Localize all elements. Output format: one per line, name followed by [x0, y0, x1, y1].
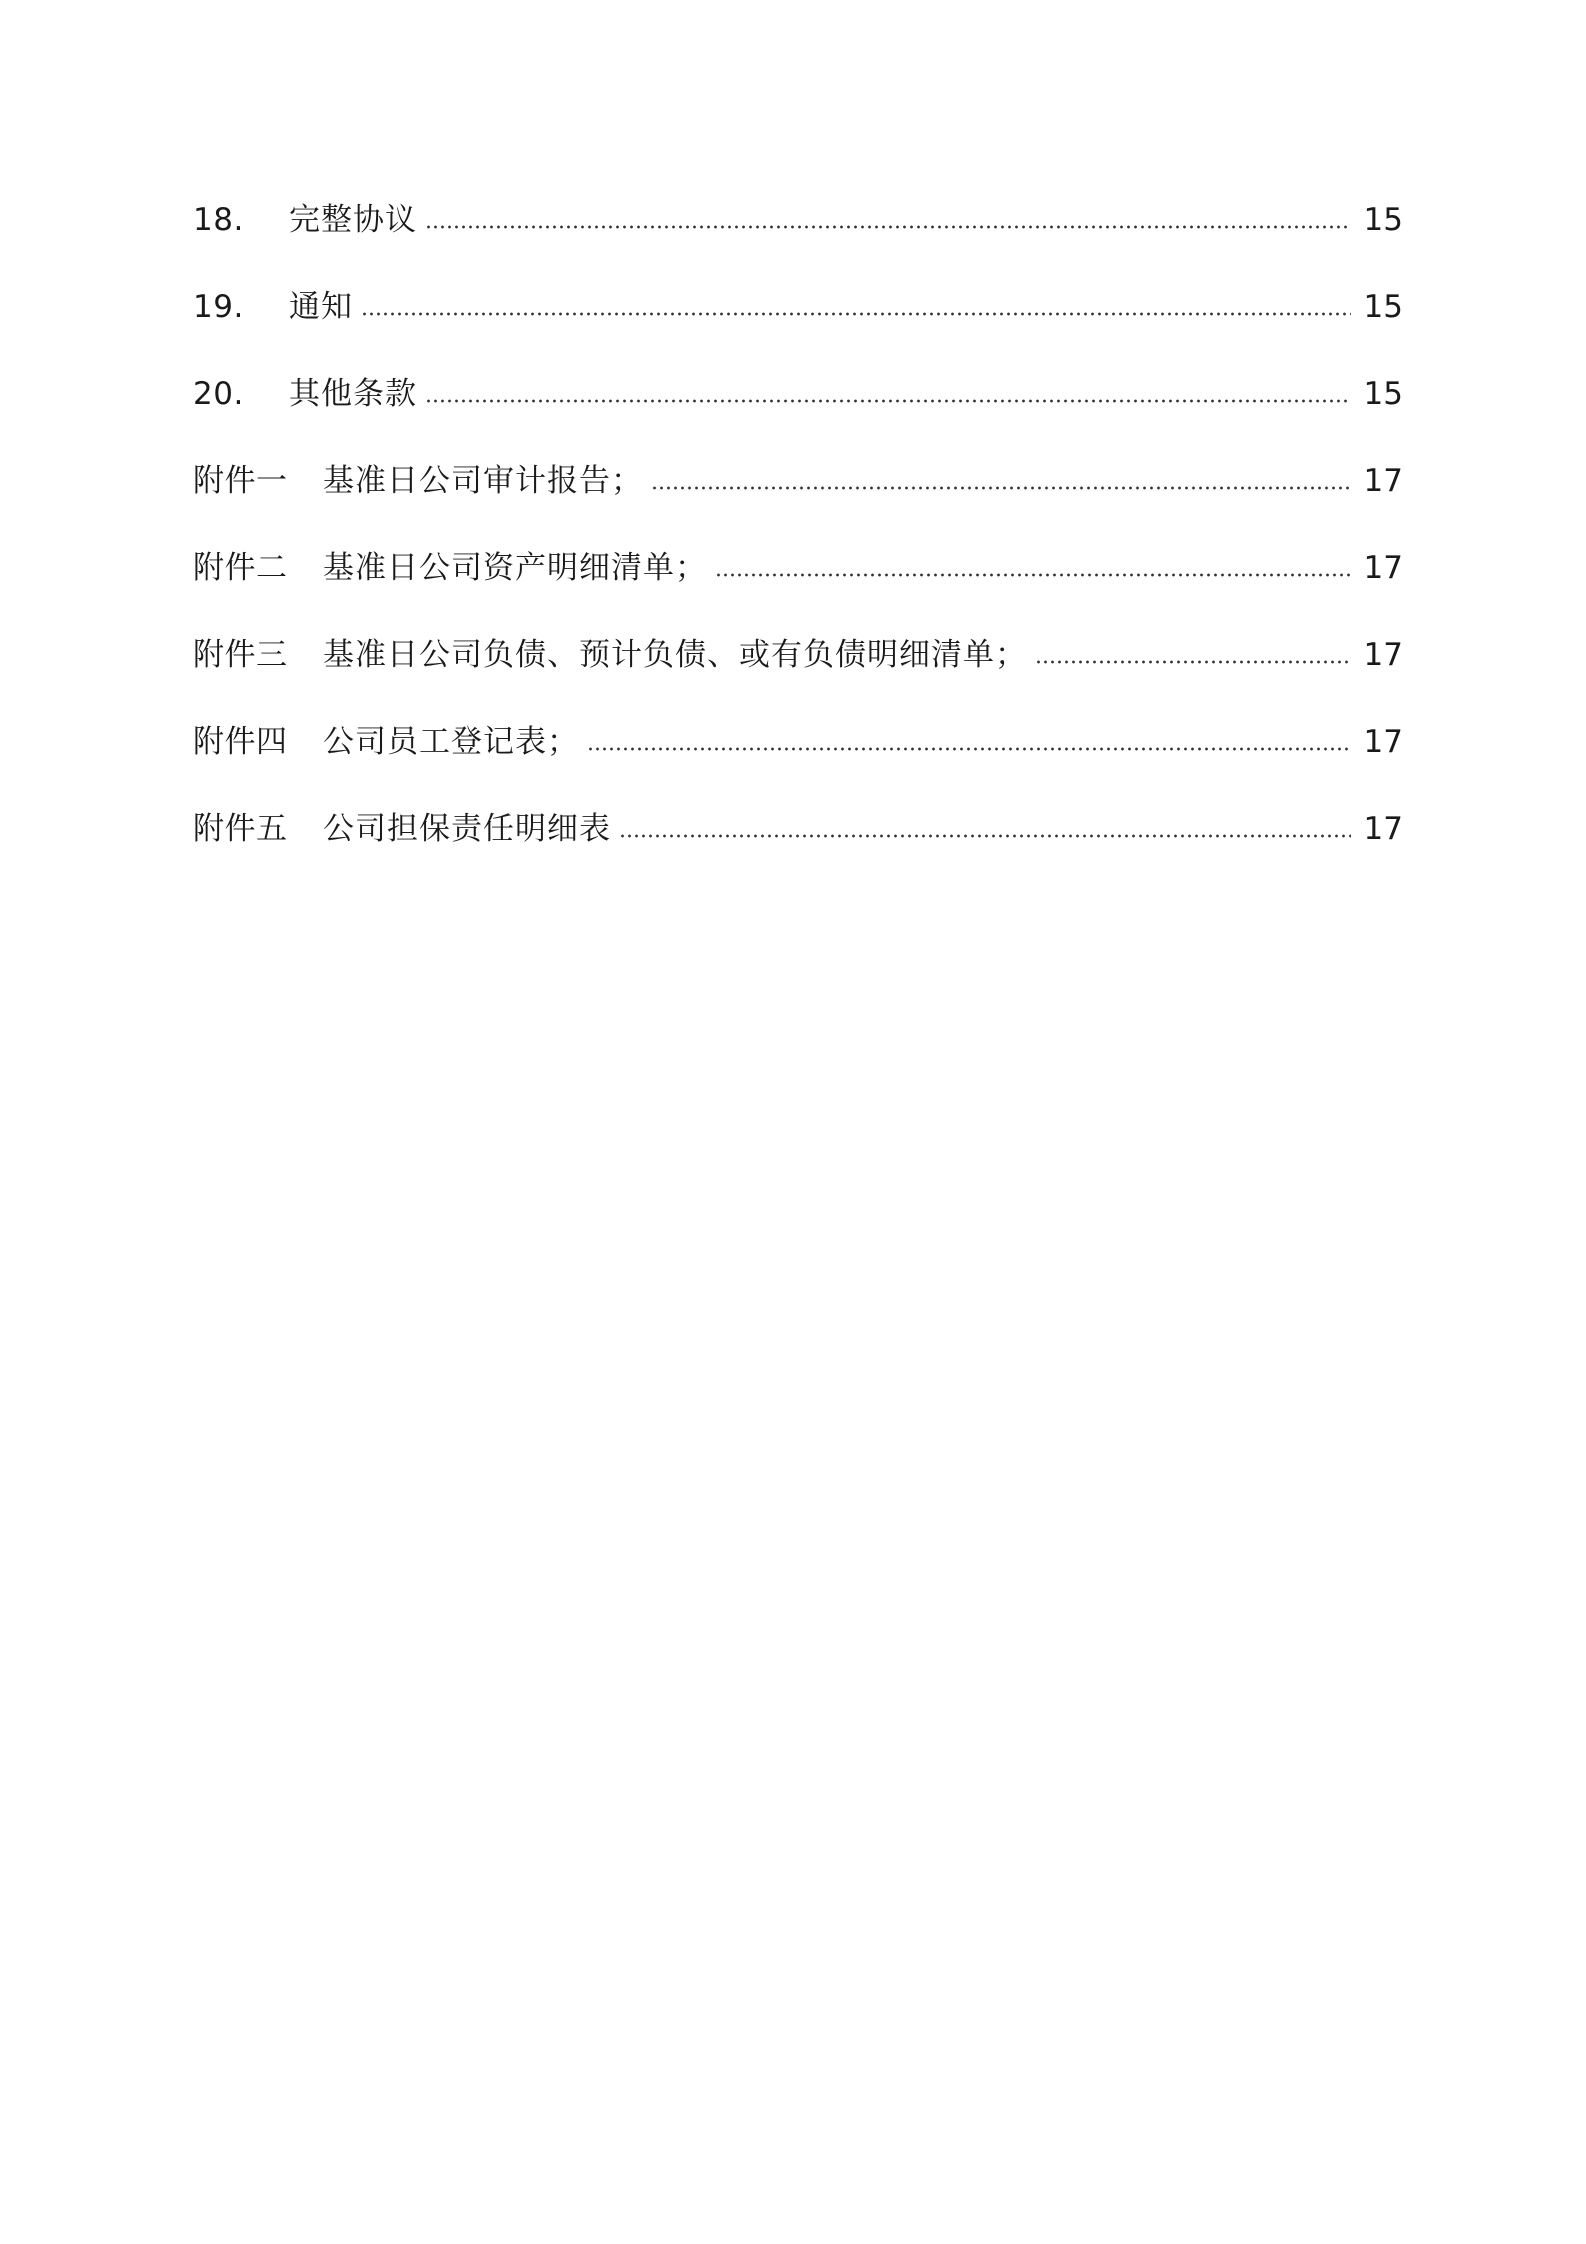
- toc-entry-page: 17: [1363, 811, 1403, 847]
- toc-dot-leader: [1035, 659, 1351, 665]
- toc-entry-title: 公司担保责任明细表: [323, 811, 611, 847]
- toc-entry[interactable]: [193, 236, 1403, 323]
- toc-entry-number: 附件四: [193, 724, 288, 760]
- toc-entry[interactable]: [193, 671, 1403, 758]
- toc-dot-leader: [425, 398, 1351, 404]
- toc-entry[interactable]: [193, 410, 1403, 497]
- toc-entry-title: 公司员工登记表；: [323, 724, 579, 760]
- toc-entry[interactable]: [193, 497, 1403, 584]
- toc-entry[interactable]: [193, 758, 1403, 845]
- toc-entry-title: 基准日公司负债、预计负债、或有负债明细清单；: [323, 637, 1027, 673]
- toc-entry-page: 17: [1363, 724, 1403, 760]
- toc-entry-number: 附件二: [193, 550, 288, 586]
- toc-entry-number: 附件三: [193, 637, 288, 673]
- toc-entry-page: 15: [1363, 376, 1403, 412]
- toc-entry-number: 20.: [193, 376, 244, 412]
- toc-entry-number: 附件五: [193, 811, 288, 847]
- toc-entry-page: 15: [1363, 202, 1403, 238]
- toc-entry-title: 其他条款: [289, 376, 417, 412]
- toc-entry-page: 17: [1363, 463, 1403, 499]
- toc-entry-title: 通知: [289, 289, 353, 325]
- toc-entry-page: 17: [1363, 637, 1403, 673]
- toc-entry-title: 完整协议: [289, 202, 417, 238]
- toc-entry-title: 基准日公司审计报告；: [323, 463, 643, 499]
- toc-entry-number: 19.: [193, 289, 244, 325]
- toc-entry-number: 附件一: [193, 463, 288, 499]
- toc-entry[interactable]: [193, 323, 1403, 410]
- toc-entry-page: 15: [1363, 289, 1403, 325]
- toc-dot-leader: [619, 833, 1351, 839]
- toc-entry[interactable]: [193, 196, 1403, 236]
- toc-dot-leader: [361, 311, 1351, 317]
- toc-dot-leader: [651, 485, 1351, 491]
- toc-entry-page: 17: [1363, 550, 1403, 586]
- table-of-contents: [193, 196, 1403, 845]
- toc-dot-leader: [425, 224, 1351, 230]
- toc-entry-title: 基准日公司资产明细清单；: [323, 550, 707, 586]
- toc-dot-leader: [715, 572, 1351, 578]
- toc-entry[interactable]: [193, 584, 1403, 671]
- toc-dot-leader: [587, 746, 1351, 752]
- toc-entry-number: 18.: [193, 202, 244, 238]
